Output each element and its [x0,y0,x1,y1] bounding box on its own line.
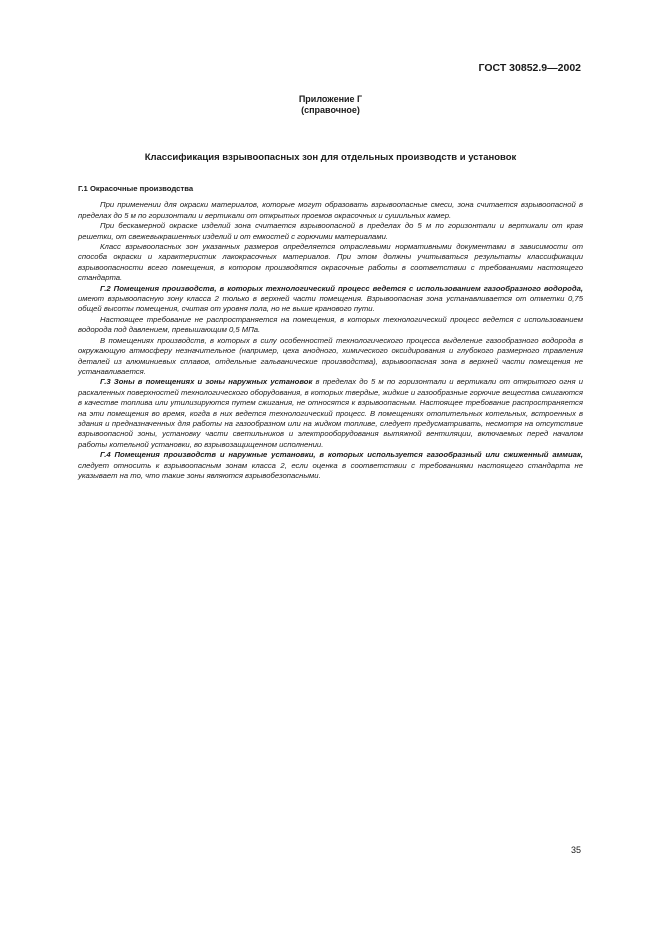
section-heading: Г.1 Окрасочные производства [78,184,194,193]
clause-text: следует относить к взрывоопасным зонам класса 2, если оценка в соответствии с требованиями настоящего стандарта не указывает на то, что такие зоны являются взрывобезопасными. [78,460,583,480]
paragraph: При применении для окраски материалов, которые могут образовать взрывоопасные смеси, зона считается взрывоопасной в пределах до 5 м по горизонтали и вертикали от открытых проемов окрасочных и сушильных камер. [78,200,583,220]
paragraph-g4 [78,450,583,481]
paragraph: Класс взрывоопасных зон указанных размеров определяется отраслевыми нормативными документами в зависимости от способа окраски и характеристик лакокрасочных материалов. При этом должны учитываться результаты классификации взрывоопасности всего помещения, в котором производятся окрасочные работы в соответствии с требованиями настоящего стандарта. [78,242,583,283]
paragraph: В помещениях производств, в которых в силу особенностей технологического процесса выделение газообразного водорода в окружающую атмосферу незначительное (например, цеха анодного, химического оксидирования и глубокого размерного травления деталей из алюминиевых сплавов, отдельные гальванические производства), взрывоопасная зона в верхней части помещения не устанавливается. [78,335,583,376]
clause-text: имеют взрывоопасную зону класса 2 только в верхней части помещения. Взрывоопасная зона устанавливается от отметки 0,75 общей высоты помещения, считая от уровня пола, но не выше кранового пути. [78,294,583,314]
paragraph-g2 [78,284,583,315]
document-title: Классификация взрывоопасных зон для отдельных производств и установок [144,152,517,163]
clause-text: в пределах до 5 м по горизонтали и вертикали от открытого огня и раскаленных поверхностей технологического оборудования, в которых твердые, жидкие и газообразные горючие вещества сжигаются в качестве топлива или утилизируются путем сжигания, не относятся к взрывоопасным. Настоящее требование распространяется на эти помещения во время, когда в них ведется технологический процесс. В помещениях отопительных котельных, встроенных в здания и предназначенных для работы на газообразном или на жидком топливе, следует предусматривать, несмотря на отсутствие взрывоопасной зоны, установку части светильников и электрооборудования вытяжной вентиляции, включаемых перед началом работы котельной установки, во взрывозащищенном исполнении. [78,377,583,449]
clause-lead: Г.2 Помещения производств, в которых технологический процесс ведется с использованием газообразного водорода, [100,283,583,293]
clause-lead: Г.3 Зоны в помещениях и зоны наружных установок [100,377,313,387]
paragraph: При бескамерной окраске изделий зона считается взрывоопасной в пределах до 5 м по горизонтали и вертикали от края решетки, от свежевыкрашенных изделий и от емкостей с горючими материалами. [78,221,583,241]
paragraph-g3 [78,377,583,450]
document-body [78,184,583,481]
page-number: 35 [570,845,581,855]
annex-header [0,94,661,116]
standard-designation: ГОСТ 30852.9—2002 [478,62,581,74]
annex-title: Приложение Г [298,94,363,104]
clause-lead: Г.4 Помещения производств и наружные установки, в которых используется газообразный или сжиженный аммиак, [100,450,583,460]
paragraph: Настоящее требование не распространяется на помещения, в которых технологический процесс ведется с использованием водорода под давлением, превышающим 0,5 МПа. [78,314,583,335]
annex-kind: (справочное) [301,105,360,115]
